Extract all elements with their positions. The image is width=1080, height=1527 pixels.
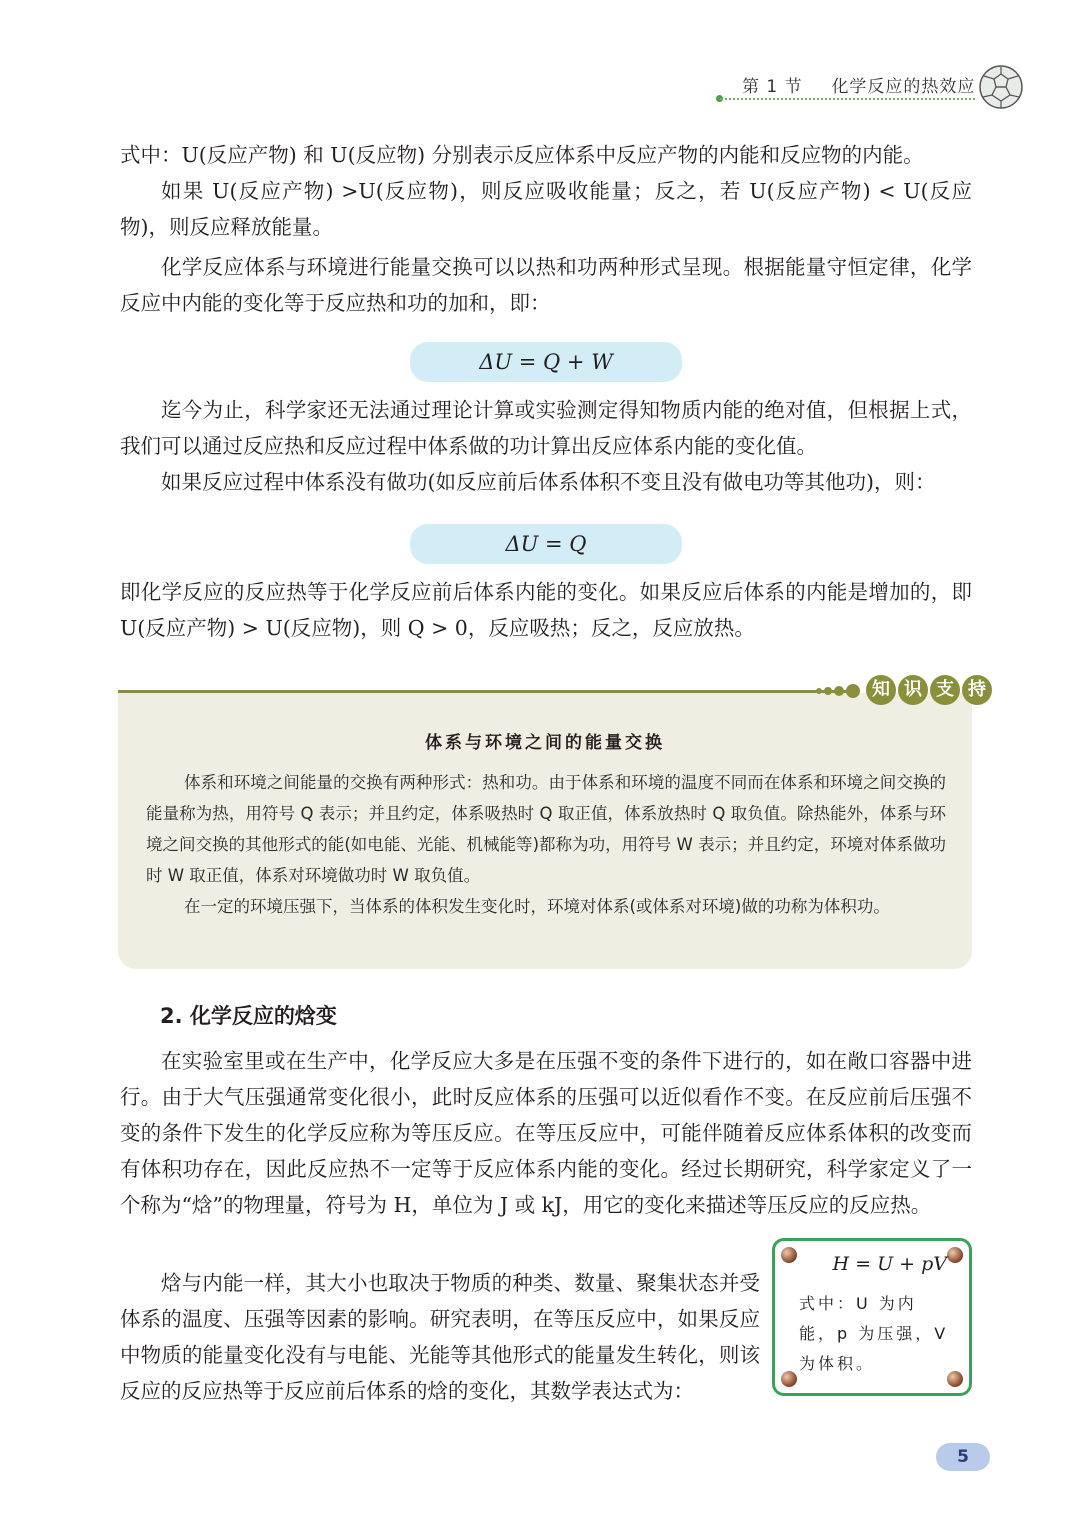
paragraph-no-work: 如果反应过程中体系没有做功(如反应前后体系体积不变且没有做电功等其他功)，则： [161,470,936,494]
knowledge-dots-decoration [815,680,867,702]
section-title: 2. 化学反应的焓变 [160,1004,337,1028]
header-chapter-title: 化学反应的热效应 [831,77,976,97]
header-title [742,72,975,97]
paragraph-heat-conclusion: 即化学反应的反应热等于化学反应前后体系内能的变化。如果反应后体系的内能是增加的，即 U(反应产物) > U(反应物)，则 Q > 0，反应吸热；反之，反应放热。 [120,580,972,640]
header-divider [720,98,975,100]
paragraph-energy-exchange: 化学反应体系与环境进行能量交换可以以热和功两种形式呈现。根据能量守恒定律，化学反应中内能的变化等于反应热和功的加和，即： [120,255,972,315]
paragraph-energy-compare: 如果 U(反应产物) >U(反应物)，则反应吸收能量；反之，若 U(反应产物) < U(反应物)，则反应释放能量。 [120,179,972,239]
knowledge-title: 体系与环境之间的能量交换 [425,733,665,753]
formula-delta-u-q: ΔU = Q [410,524,682,564]
knowledge-paragraph-1: 体系和环境之间能量的交换有两种形式：热和功。由于体系和环境的温度不同而在体系和环境之间交换的能量称为热，用符号 Q 表示；并且约定，体系吸热时 Q 取正值，体系放热时 Q 取负值。除热能外，体系与环境之间交换的其他形式的能(如电能、光能、机械能等)都称为功，用符号 W 表示；并且约定，环境对体系做功时 W 取正值，体系对环境做功时 W 取负值。 [146,773,946,885]
knowledge-header-bar [118,690,858,693]
corner-ball-icon [781,1371,797,1387]
page-header [720,60,1020,120]
badge-char: 知 [866,675,896,705]
badge-char: 支 [930,675,960,705]
knowledge-support-badge [866,675,992,705]
paragraph-enthalpy-intro: 在实验室里或在生产中，化学反应大多是在压强不变的条件下进行的，如在敞口容器中进行。由于大气压强通常变化很小，此时反应体系的压强可以近似看作不变。在反应前后压强不变的条件下发生的化学反应称为等压反应。在等压反应中，可能伴随着反应体系体积的改变而有体积功存在，因此反应热不一定等于反应体系内能的变化。经过长期研究，科学家定义了一个称为“焓”的物理量，符号为 H，单位为 J 或 kJ，用它的变化来描述等压反应的反应热。 [120,1049,972,1217]
side-note-formula: H = U + pV [832,1253,947,1275]
paragraph-absolute-value: 迄今为止，科学家还无法通过理论计算或实验测定得知物质内能的绝对值，但根据上式，我们可以通过反应热和反应过程中体系做的功计算出反应体系内能的变化值。 [120,398,972,458]
corner-ball-icon [947,1371,963,1387]
badge-char: 识 [898,675,928,705]
paragraph-enthalpy-factors: 焓与内能一样，其大小也取决于物质的种类、数量、聚集状态并受体系的温度、压强等因素的影响。研究表明，在等压反应中，如果反应中物质的能量变化没有与电能、光能等其他形式的能量发生转化，则该反应的反应热等于反应前后体系的焓的变化，其数学表达式为： [120,1271,760,1403]
badge-char: 持 [962,675,992,705]
fullerene-icon [978,64,1024,110]
page-number: 5 [936,1443,990,1471]
side-note-box [772,1238,972,1396]
knowledge-paragraph-2: 在一定的环境压强下，当体系的体积发生变化时，环境对体系(或体系对环境)做的功称为体积功。 [184,897,890,916]
header-section: 第 1 节 [742,77,803,97]
paragraph-intro: 式中：U(反应产物) 和 U(反应物) 分别表示反应体系中反应产物的内能和反应物的内能。 [120,143,924,167]
side-note-text: 式中：U 为内能，p 为压强，V 为体积。 [799,1294,949,1373]
formula-delta-u-q-w: ΔU = Q + W [410,342,682,382]
